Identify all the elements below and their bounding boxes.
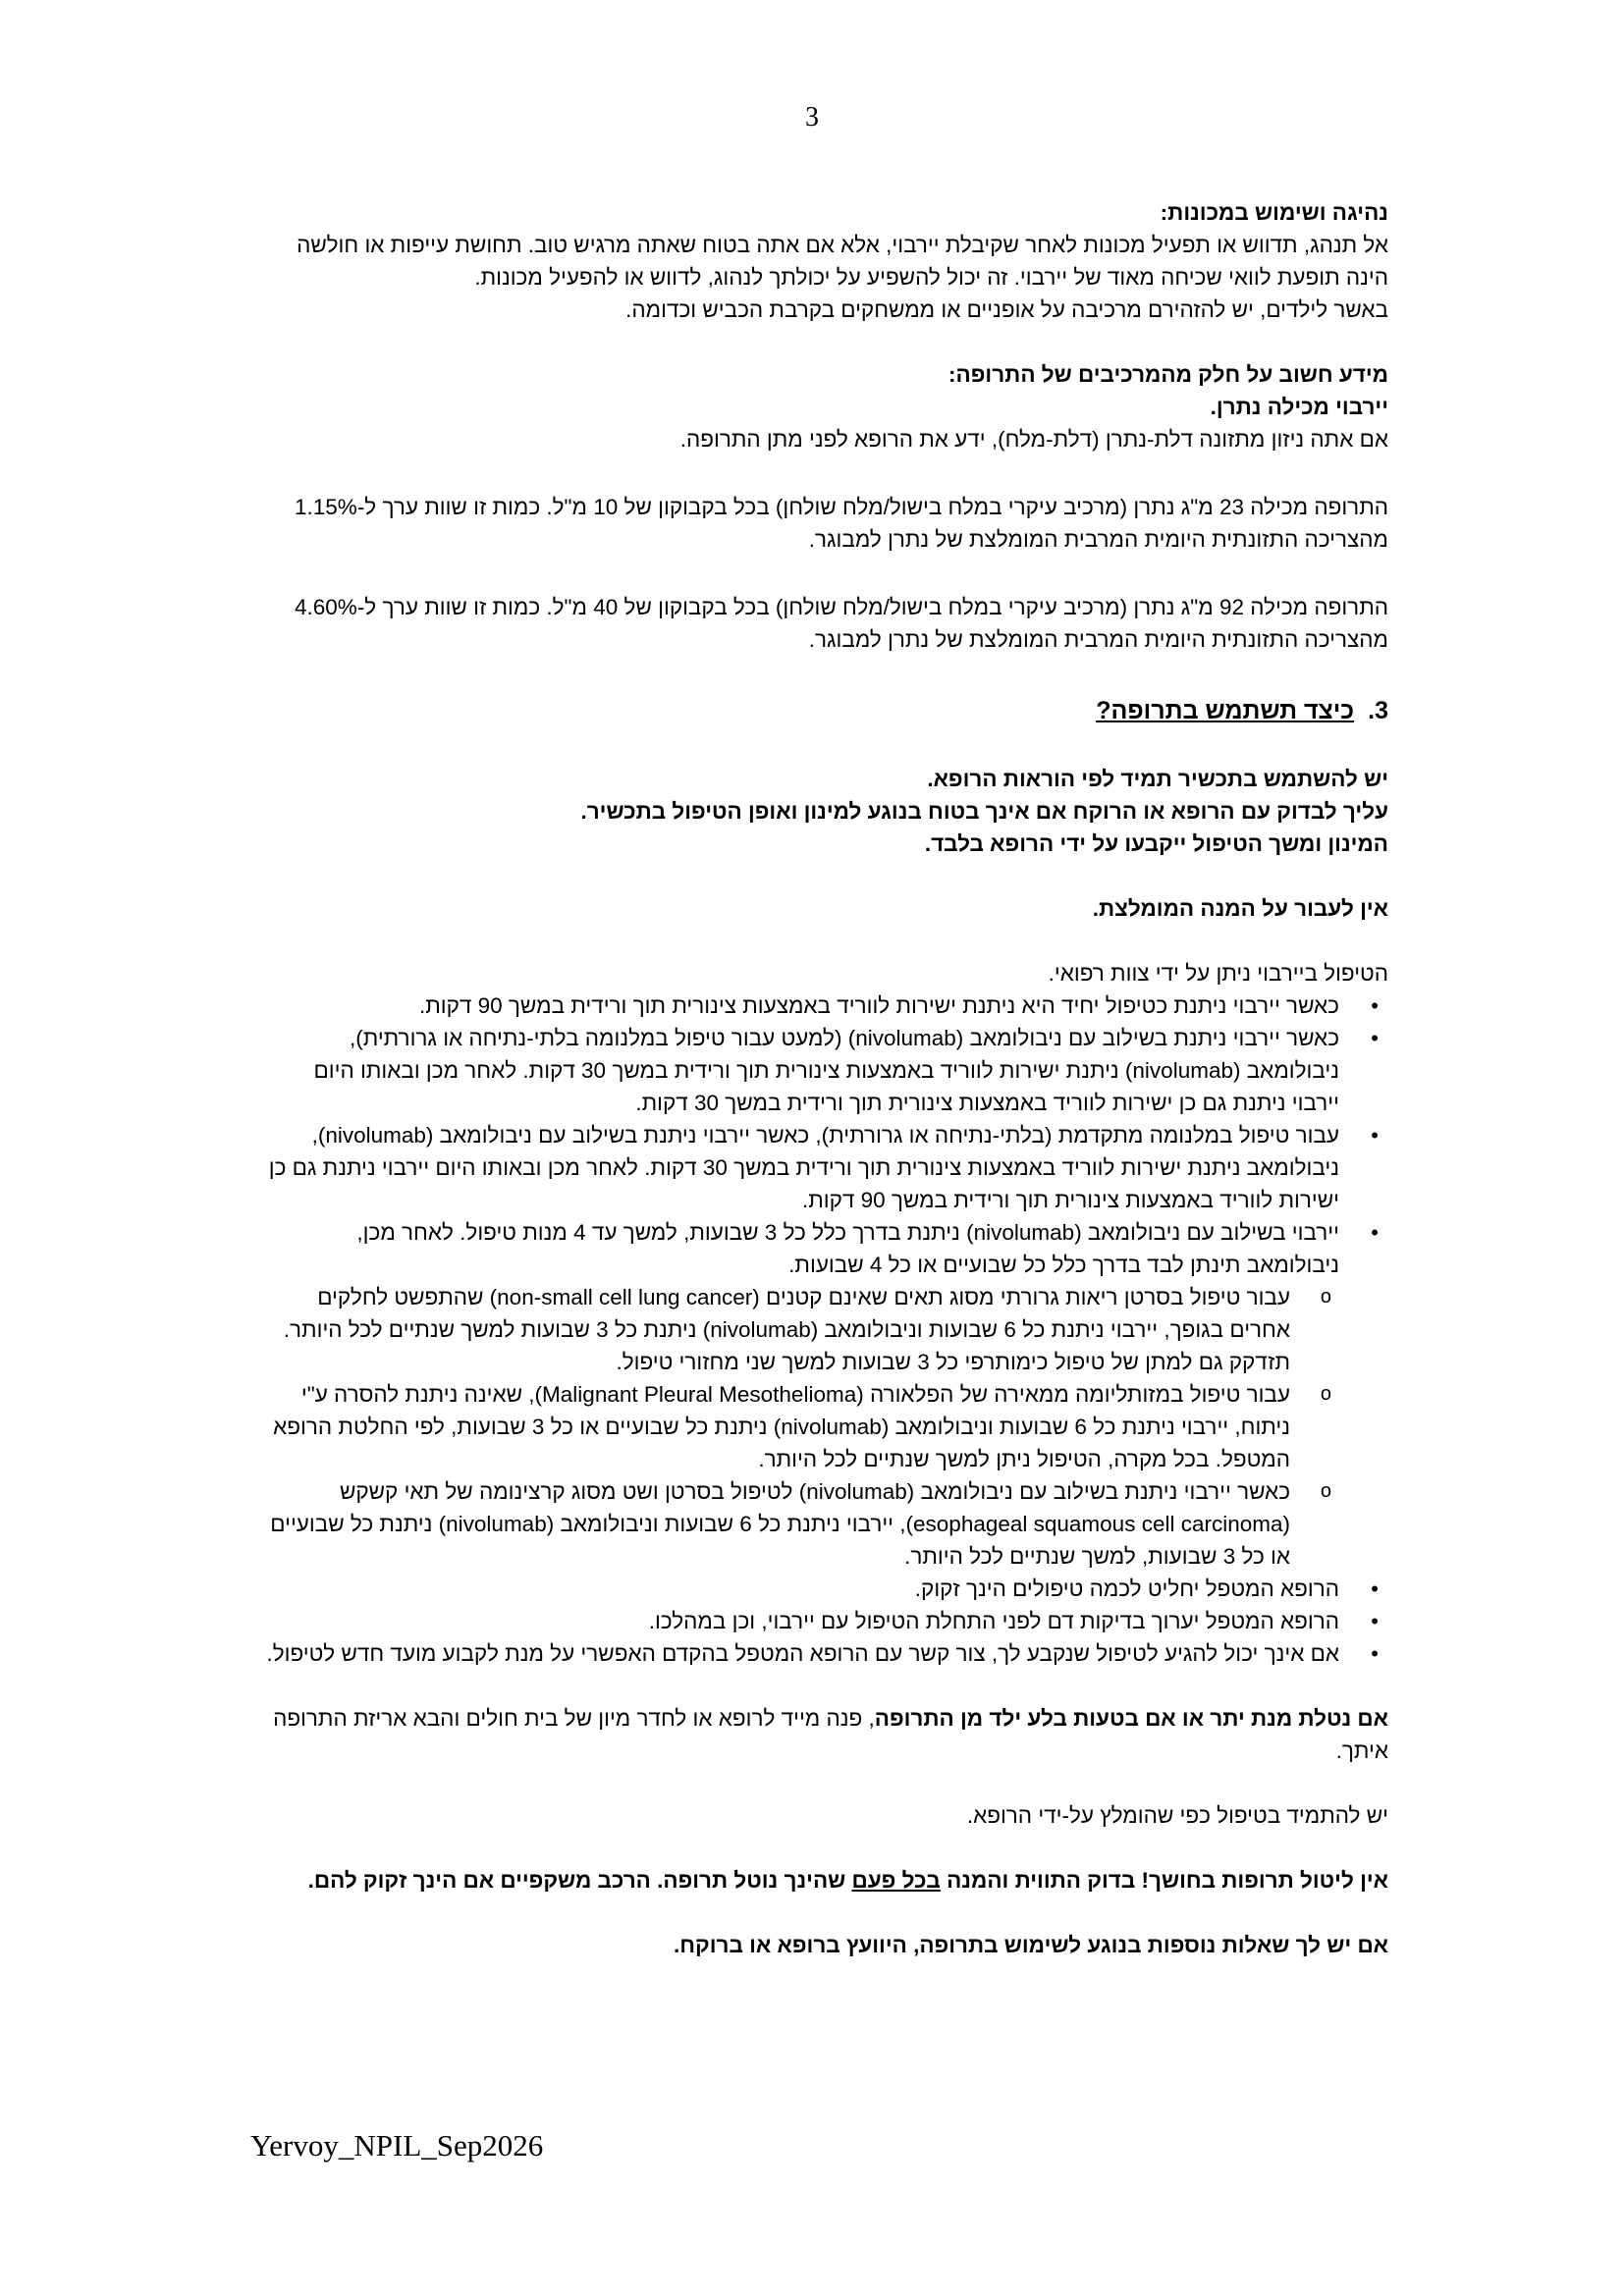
dose-warning: אין לעבור על המנה המומלצת. [1092,896,1388,921]
sodium-subheading: יירבוי מכילה נתרן. [1210,395,1388,419]
continue-treatment-note: יש להתמיד בטיפול כפי שהומלץ על-ידי הרופא. [966,1803,1388,1828]
list-item [263,1216,1339,1573]
sodium-40ml-paragraph: התרופה מכילה 92 מ"ג נתרן (מרכיב עיקרי במלח בישול/מלח שולחן) בכל בקבוקון של 40 מ"ל. כמות זו שוות ערך ל-4.60% מהצריכה התזונתית היומית המרבית המומלצת של נתרן למבוגר. [295,595,1388,652]
combination-schedule-text: יירבוי בשילוב עם ניבולומאב (nivolumab) ניתנת בדרך כלל כל 3 שבועות, למשך עד 4 מנות טיפול. לאחר מכן, ניבולומאב תינתן לבד בדרך כלל כל שבועיים או כל 4 שבועות. [356,1220,1339,1277]
low-sodium-diet-note: אם אתה ניזון מתזונה דלת-נתרן (דלת-מלח), ידע את הרופא לפני מתן התרופה. [679,427,1388,452]
darkness-warning-part-1: אין ליטול תרופות בחושך! בדוק התווית והמנה [940,1868,1388,1893]
ingredients-heading: מידע חשוב על חלק מהמרכיבים של התרופה: [948,362,1388,387]
list-item: • עבור טיפול במלנומה מתקדמת (בלתי-נתיחה או גרורתית), כאשר יירבוי ניתנת בשילוב עם ניבולומאב (nivolumab), ניבולומאב ניתנת ישירות לווריד באמצעות צינורית תוך ורידית במשך 30 דקות. לאחר מכן ובאותו היום יירבוי ניתנת גם כן ישירות לווריד באמצעות צינורית תוך ורידית במשך 90 דקות. [263,1119,1339,1216]
sub-list-item: o עבור טיפול בסרטן ריאות גרורתי מסוג תאים שאינם קטנים (non-small cell lung cancer) שהתפשט לחלקים אחרים בגופך, יירבוי ניתנת כל 6 שבועות וניבולומאב (nivolumab) ניתנת כל 3 שבועות למשך שנתיים לכל היותר. תזדקק גם למתן של טיפול כימותרפי כל 3 שבועות למשך שני מחזורי טיפול. [263,1281,1290,1378]
overdose-paragraph [263,1702,1388,1767]
section-3-title: כיצד תשתמש בתרופה? [1096,697,1355,724]
darkness-warning-underlined: בכל פעם [851,1868,941,1893]
darkness-warning [263,1864,1388,1896]
driving-paragraph: אל תנהג, תדווש או תפעיל מכונות לאחר שקיבלת יירבוי, אלא אם אתה בטוח שאתה מרגיש טוב. תחושת עייפות או חולשה הינה תופעת לוואי שכיחה מאוד של יירבוי. זה יכול להשפיע על יכולתך לנהוג, לדווש או להפעיל מכונות. [297,233,1388,290]
sodium-10ml-paragraph: התרופה מכילה 23 מ"ג נתרן (מרכיב עיקרי במלח בישול/מלח שולחן) בכל בקבוקון של 10 מ"ל. כמות זו שוות ערך ל-1.15% מהצריכה התזונתית היומית המרבית המומלצת של נתרן למבוגר. [295,495,1388,552]
list-item: • אם אינך יכול להגיע לטיפול שנקבע לך, צור קשר עם הרופא המטפל בהקדם האפשרי על מנת לקבוע מועד חדש לטיפול. [263,1637,1339,1670]
treatment-intro: הטיפול ביירבוי ניתן על ידי צוות רפואי. [1048,961,1388,986]
section-3-number: 3. [1368,697,1388,724]
usage-instruction-1: יש להשתמש בתכשיר תמיד לפי הוראות הרופא. [927,767,1388,791]
list-item: • הרופא המטפל יחליט לכמה טיפולים הינך זקוק. [263,1573,1339,1605]
page-number: 3 [805,102,819,133]
administration-list [263,989,1388,1670]
overdose-rest-text: , פנה מייד לרופא או לחדר מיון של בית חולים והבא אריזת התרופה איתך. [273,1706,1388,1763]
indication-sublist [263,1281,1339,1573]
document-body [263,196,1388,1961]
sub-list-item: o כאשר יירבוי ניתנת בשילוב עם ניבולומאב (nivolumab) לטיפול בסרטן ושט מסוג קרצינומה של תאי קשקש (esophageal squamous cell carcinoma), יירבוי ניתנת כל 6 שבועות וניבולומאב (nivolumab) ניתנת כל שבועיים או כל 3 שבועות, למשך שנתיים לכל היותר. [263,1475,1290,1573]
list-item: • כאשר יירבוי ניתנת בשילוב עם ניבולומאב (nivolumab) (למעט עבור טיפול במלנומה בלתי-נתיחה או גרורתית), ניבולומאב (nivolumab) ניתנת ישירות לווריד באמצעות צינורית תוך ורידית במשך 30 דקות. לאחר מכן ובאותו היום יירבוי ניתנת גם כן ישירות לווריד באמצעות צינורית תוך ורידית במשך 30 דקות. [263,1022,1339,1119]
list-item: • הרופא המטפל יערוך בדיקות דם לפני התחלת הטיפול עם יירבוי, וכן במהלכו. [263,1605,1339,1637]
questions-note: אם יש לך שאלות נוספות בנוגע לשימוש בתרופה, היוועץ ברופא או ברוקח. [674,1933,1388,1957]
usage-instruction-2: עליך לבדוק עם הרופא או הרוקח אם אינך בטוח בנוגע למינון ואופן הטיפול בתכשיר. [580,799,1388,824]
sub-list-item: o עבור טיפול במזותליומה ממאירה של הפלאורה (Malignant Pleural Mesothelioma), שאינה ניתנת להסרה ע"י ניתוח, יירבוי ניתנת כל 6 שבועות וניבולומאב (nivolumab) ניתנת כל שבועיים או כל 3 שבועות, לפי החלטת הרופא המטפל. בכל מקרה, הטיפול ניתן למשך שנתיים לכל היותר. [263,1378,1290,1475]
document-footer: Yervoy_NPIL_Sep2026 [250,2128,544,2163]
list-item: • כאשר יירבוי ניתנת כטיפול יחיד היא ניתנת ישירות לווריד באמצעות צינורית תוך ורידית במשך 90 דקות. [263,989,1339,1022]
section-3-heading [263,691,1388,730]
overdose-bold-text: אם נטלת מנת יתר או אם בטעות בלע ילד מן התרופה [874,1706,1388,1731]
usage-instruction-3: המינון ומשך הטיפול ייקבעו על ידי הרופא בלבד. [924,831,1388,856]
children-warning: באשר לילדים, יש להזהירם מרכיבה על אופניים או ממשחקים בקרבת הכביש וכדומה. [625,297,1388,322]
driving-heading: נהיגה ושימוש במכונות: [1160,200,1388,225]
darkness-warning-part-2: שהינך נוטל תרופה. הרכב משקפיים אם הינך זקוק להם. [307,1868,852,1893]
